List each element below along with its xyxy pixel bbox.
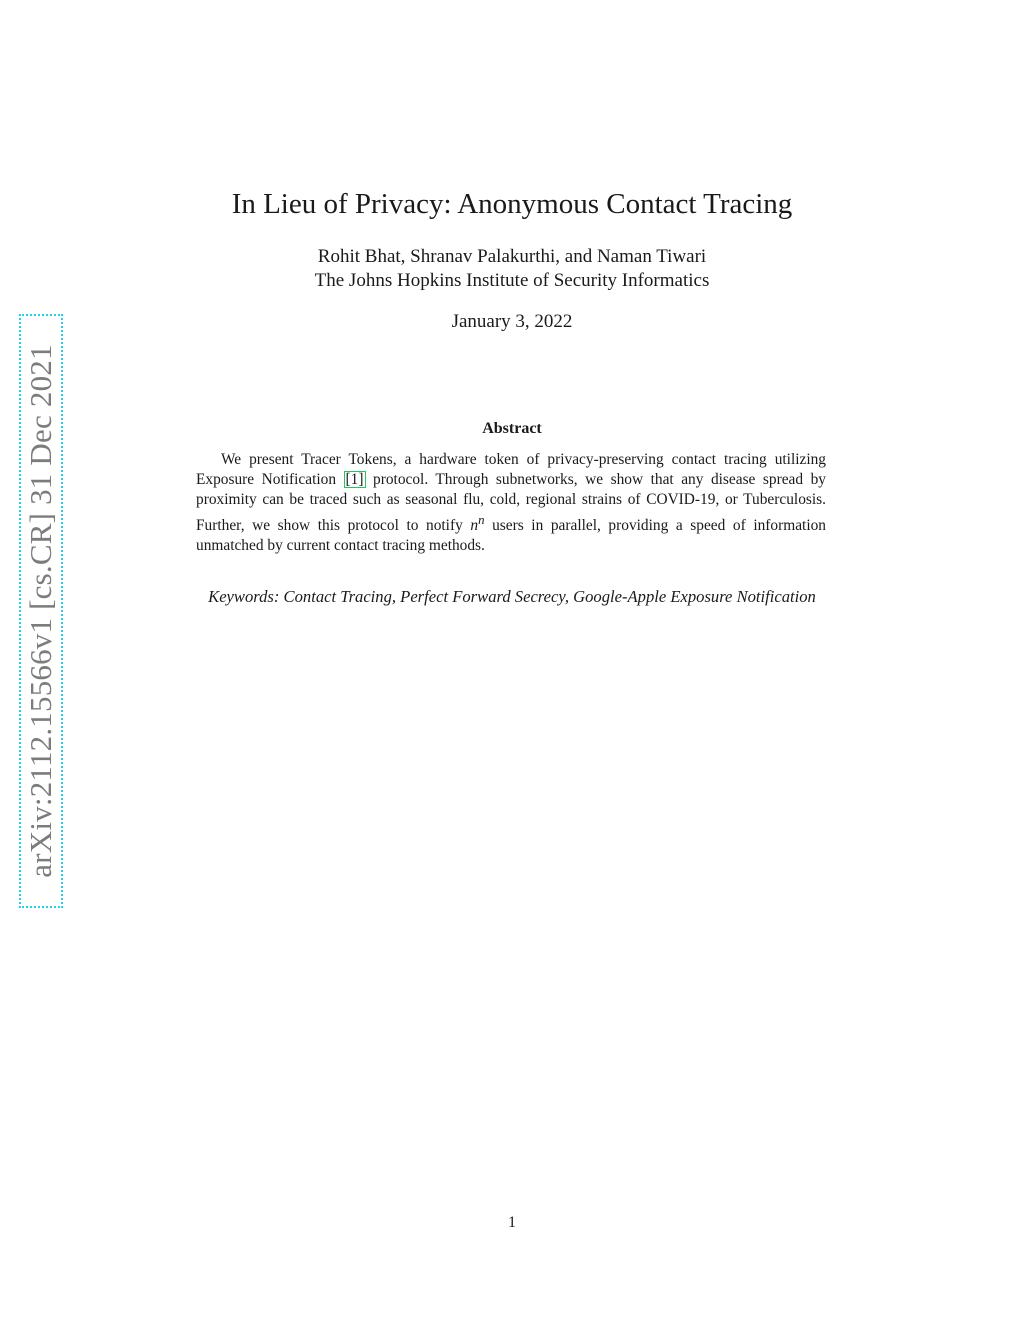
- keywords: Keywords: Contact Tracing, Perfect Forward Secrecy, Google-Apple Exposure Notification: [208, 587, 816, 606]
- affiliation: The Johns Hopkins Institute of Security Informatics: [314, 270, 710, 291]
- arxiv-identifier[interactable]: arXiv:2112.15566v1 [cs.CR] 31 Dec 2021: [23, 344, 58, 878]
- arxiv-stamp[interactable]: [19, 314, 63, 908]
- publication-date: January 3, 2022: [451, 311, 573, 332]
- abstract-heading: Abstract: [482, 420, 542, 437]
- math-superscript: n: [478, 513, 485, 527]
- math-n-to-the-n: [470, 513, 485, 535]
- page-number: 1: [508, 1214, 516, 1231]
- abstract-text-part-3: users in parallel, providing a speed of information unmatched by current contact tracing methods.: [196, 517, 826, 555]
- abstract-text: [196, 450, 826, 556]
- math-base: n: [470, 517, 479, 535]
- abstract-text-part-2: protocol. Through subnetworks, we show that any disease spread by proximity can be traced such as seasonal flu, cold, regional strains of COVID-19, or Tuberculosis. Further, we show this protocol to notify: [196, 471, 826, 535]
- citation-link[interactable]: [1]: [345, 471, 364, 488]
- abstract-text-part-1: We present Tracer Tokens, a hardware token of privacy-preserving contact tracing utilizing Exposure Notification: [196, 451, 826, 488]
- author-list: Rohit Bhat, Shranav Palakurthi, and Naman Tiwari: [317, 246, 707, 267]
- paper-title: In Lieu of Privacy: Anonymous Contact Tracing: [231, 188, 793, 220]
